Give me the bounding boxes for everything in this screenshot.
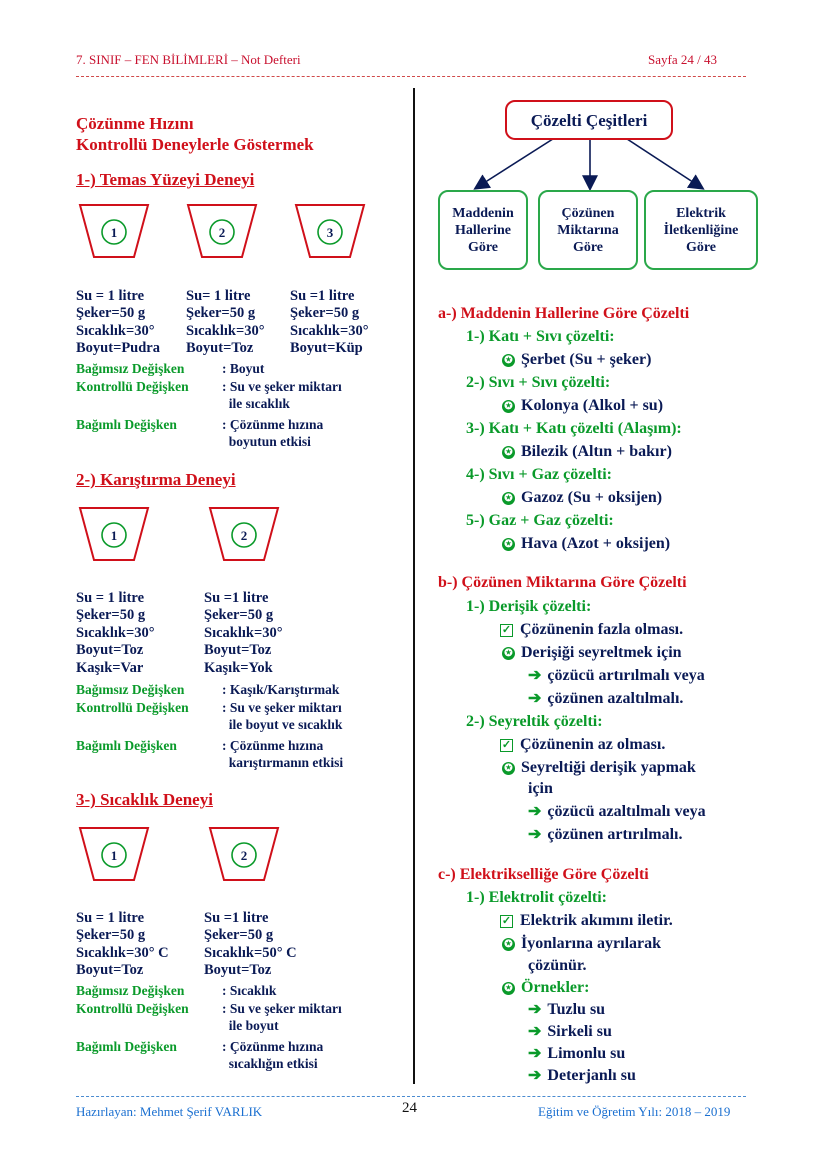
seyreltik-bullet-cont: için [528, 780, 553, 797]
exp3-dependent-value: : Çözünme hızına sıcaklığın etkisi [222, 1039, 324, 1071]
arrow-text: çözünen azaltılmalı. [547, 690, 684, 707]
exp3-independent-label: Bağımsız Değişken [76, 983, 185, 998]
exp2-dependent-label: Bağımlı Değişken [76, 738, 177, 753]
cell: Şeker=50 g [76, 607, 146, 623]
beaker-number: 2 [240, 528, 248, 543]
exp2-heading: 2-) Karıştırma Deneyi [76, 470, 236, 489]
exp1-independent-value: : Boyut [222, 361, 265, 376]
seyreltik-bullet [502, 757, 696, 778]
left-title-line1: Çözünme Hızını [76, 114, 194, 133]
example-item-1 [528, 999, 605, 1020]
check-text: Çözünenin fazla olması. [520, 621, 684, 638]
arrow-right-icon: ➔ [528, 1067, 542, 1084]
beaker-1 [78, 826, 150, 882]
checkbox-icon: ✓ [501, 624, 512, 636]
exp2-independent-label: Bağımsız Değişken [76, 682, 185, 697]
exp2-independent-value: : Kaşık/Karıştırmak [222, 682, 340, 697]
beaker-number: 3 [326, 225, 334, 240]
sec-a-item5-example [502, 533, 670, 554]
cell: Sıcaklık=30° [76, 322, 155, 339]
star-bullet-icon: ✪ [502, 446, 515, 459]
example-text: Gazoz (Su + oksijen) [521, 489, 663, 506]
cell: Boyut=Toz [186, 340, 254, 356]
section-a-title: a-) Maddenin Hallerine Göre Çözelti [438, 305, 690, 322]
example-item-4 [528, 1065, 636, 1086]
arrow-right-icon: ➔ [528, 826, 542, 843]
derisik-label: 1-) Derişik çözelti: [466, 598, 592, 615]
example-text: Sirkeli su [547, 1023, 612, 1040]
cell: Şeker=50 g [186, 305, 256, 321]
header-divider [76, 76, 746, 77]
arrow-right-icon: ➔ [528, 1001, 542, 1018]
cell: Şeker=50 g [76, 305, 146, 321]
sec-a-item1-example [502, 349, 651, 370]
beaker-3 [294, 203, 366, 259]
exp1-controlled-label: Kontrollü Değişken [76, 379, 189, 394]
beaker-number: 2 [240, 848, 248, 863]
cell: Sıcaklık=30° [204, 624, 283, 641]
elektrolit-check [500, 910, 673, 931]
exp1-dependent-label: Bağımlı Değişken [76, 417, 177, 432]
cell: Boyut=Küp [290, 340, 363, 356]
derisik-arrow2 [528, 688, 683, 709]
seyreltik-check [500, 734, 665, 755]
cell: Boyut=Pudra [76, 340, 160, 356]
cell: Boyut=Toz [76, 642, 144, 658]
star-bullet-icon: ✪ [502, 492, 515, 505]
examples-label: Örnekler: [521, 979, 590, 996]
derisik-bullet [502, 642, 682, 663]
cell: Sıcaklık=30° C [76, 944, 169, 961]
example-item-2 [528, 1021, 612, 1042]
page-number-header: Sayfa 24 / 43 [648, 52, 717, 67]
arrow-text: çözücü artırılmalı veya [547, 667, 705, 684]
exp3-controlled-value: : Su ve şeker miktarı ile boyut [222, 1001, 342, 1033]
arrow-right-icon: ➔ [528, 803, 542, 820]
cell: Su = 1 litre [76, 287, 145, 304]
footer-school-year: Eğitim ve Öğretim Yılı: 2018 – 2019 [538, 1104, 731, 1119]
example-text: Kolonya (Alkol + su) [521, 397, 664, 414]
beaker-2 [208, 506, 280, 562]
star-bullet-icon: ✪ [502, 354, 515, 367]
cell: Kaşık=Yok [204, 659, 273, 676]
beaker-1 [78, 203, 150, 259]
example-text: Deterjanlı su [547, 1067, 636, 1084]
cell: Sıcaklık=30° [290, 322, 369, 339]
exp2-controlled-value: : Su ve şeker miktarı ile boyut ve sıcaklık [222, 700, 343, 732]
example-text: Bilezik (Altın + bakır) [521, 443, 672, 460]
checkbox-icon: ✓ [501, 739, 512, 751]
cell: Sıcaklık=50° C [204, 944, 297, 961]
cell: Boyut=Toz [204, 642, 272, 658]
star-bullet-icon: ✪ [502, 982, 515, 995]
diagram-node-conductivity: Elektrik İletkenliğine Göre [644, 190, 758, 270]
beaker-number: 1 [110, 528, 118, 543]
derisik-arrow1 [528, 665, 705, 686]
exp2-col2 [204, 572, 283, 695]
exp2-controlled-label: Kontrollü Değişken [76, 700, 189, 715]
sec-a-item5-label: 5-) Gaz + Gaz çözelti: [466, 512, 614, 529]
checkbox-icon: ✓ [501, 915, 512, 927]
elektrolit-bullet-cont: çözünür. [528, 957, 587, 974]
bullet-text: Seyreltiği derişik yapmak [521, 759, 696, 776]
exp1-independent-label: Bağımsız Değişken [76, 361, 185, 376]
sec-a-item1-label: 1-) Katı + Sıvı çözelti: [466, 328, 615, 345]
left-title-line2: Kontrollü Deneylerle Göstermek [76, 135, 314, 154]
exp3-independent-value: : Sıcaklık [222, 983, 277, 998]
cell: Şeker=50 g [76, 927, 146, 943]
star-bullet-icon: ✪ [502, 400, 515, 413]
diagram-root: Çözelti Çeşitleri [505, 100, 673, 140]
footer-author: Hazırlayan: Mehmet Şerif VARLIK [76, 1104, 263, 1119]
arrow-right-icon: ➔ [528, 667, 542, 684]
footer-divider [76, 1096, 746, 1097]
arrow-right-icon: ➔ [528, 1023, 542, 1040]
cell: Şeker=50 g [204, 927, 274, 943]
sec-a-item2-label: 2-) Sıvı + Sıvı çözelti: [466, 374, 611, 391]
cell: Sıcaklık=30° [186, 322, 265, 339]
star-bullet-icon: ✪ [502, 938, 515, 951]
beaker-2 [186, 203, 258, 259]
elektrolit-bullet [502, 933, 661, 954]
derisik-check [500, 619, 683, 640]
cell: Su =1 litre [204, 589, 269, 606]
cell: Sıcaklık=30° [76, 624, 155, 641]
cell: Su =1 litre [204, 909, 269, 926]
cell: Şeker=50 g [204, 607, 274, 623]
sec-a-item4-label: 4-) Sıvı + Gaz çözelti: [466, 466, 612, 483]
cell: Boyut=Toz [76, 962, 144, 978]
section-b-title: b-) Çözünen Miktarına Göre Çözelti [438, 574, 687, 591]
diagram-node-amount: Çözünen Miktarına Göre [538, 190, 638, 270]
exp3-dependent-label: Bağımlı Değişken [76, 1039, 177, 1054]
cell: Boyut=Toz [204, 962, 272, 978]
exp1-controlled-value: : Su ve şeker miktarı ile sıcaklık [222, 379, 342, 411]
seyreltik-arrow1 [528, 801, 706, 822]
star-bullet-icon: ✪ [502, 647, 515, 660]
sec-a-item3-label: 3-) Katı + Katı çözelti (Alaşım): [466, 420, 682, 437]
example-item-3 [528, 1043, 625, 1064]
elektrolit-label: 1-) Elektrolit çözelti: [466, 889, 607, 906]
section-c-title: c-) Elektrikselliğe Göre Çözelti [438, 866, 649, 883]
cell: Su = 1 litre [76, 909, 145, 926]
examples-header [502, 977, 589, 998]
check-text: Elektrik akımını iletir. [520, 912, 673, 929]
seyreltik-label: 2-) Seyreltik çözelti: [466, 713, 603, 730]
example-text: Hava (Azot + oksijen) [521, 535, 671, 552]
exp1-dependent-value: : Çözünme hızına boyutun etkisi [222, 417, 324, 449]
sec-a-item3-example [502, 441, 672, 462]
example-text: Limonlu su [547, 1045, 626, 1062]
sec-a-item4-example [502, 487, 662, 508]
bullet-text: Derişiği seyreltmek için [521, 644, 682, 661]
footer-page-number: 24 [402, 1100, 417, 1116]
sec-a-item2-example [502, 395, 663, 416]
arrow-text: çözücü azaltılmalı veya [547, 803, 706, 820]
beaker-1 [78, 506, 150, 562]
header-left: 7. SINIF – FEN BİLİMLERİ – Not Defteri [76, 52, 301, 67]
exp3-controlled-label: Kontrollü Değişken [76, 1001, 189, 1016]
arrow-right-icon: ➔ [528, 1045, 542, 1062]
exp2-dependent-value: : Çözünme hızına karıştırmanın etkisi [222, 738, 344, 770]
example-text: Şerbet (Su + şeker) [521, 351, 652, 368]
cell: Şeker=50 g [290, 305, 360, 321]
beaker-2 [208, 826, 280, 882]
exp2-col1 [76, 572, 155, 695]
cell: Su =1 litre [290, 287, 355, 304]
exp3-heading: 3-) Sıcaklık Deneyi [76, 790, 213, 809]
star-bullet-icon: ✪ [502, 762, 515, 775]
column-divider [413, 88, 415, 1084]
seyreltik-arrow2 [528, 824, 683, 845]
bullet-text: İyonlarına ayrılarak [521, 935, 662, 952]
cell: Su= 1 litre [186, 287, 251, 304]
arrow-right-icon: ➔ [528, 690, 542, 707]
cell: Su = 1 litre [76, 589, 145, 606]
beaker-number: 2 [218, 225, 226, 240]
example-text: Tuzlu su [547, 1001, 606, 1018]
check-text: Çözünenin az olması. [520, 736, 666, 753]
exp1-heading: 1-) Temas Yüzeyi Deneyi [76, 170, 255, 189]
beaker-number: 1 [110, 848, 118, 863]
beaker-number: 1 [110, 225, 118, 240]
arrow-text: çözünen artırılmalı. [547, 826, 683, 843]
cell: Kaşık=Var [76, 659, 144, 676]
star-bullet-icon: ✪ [502, 538, 515, 551]
diagram-node-phase: Maddenin Hallerine Göre [438, 190, 528, 270]
